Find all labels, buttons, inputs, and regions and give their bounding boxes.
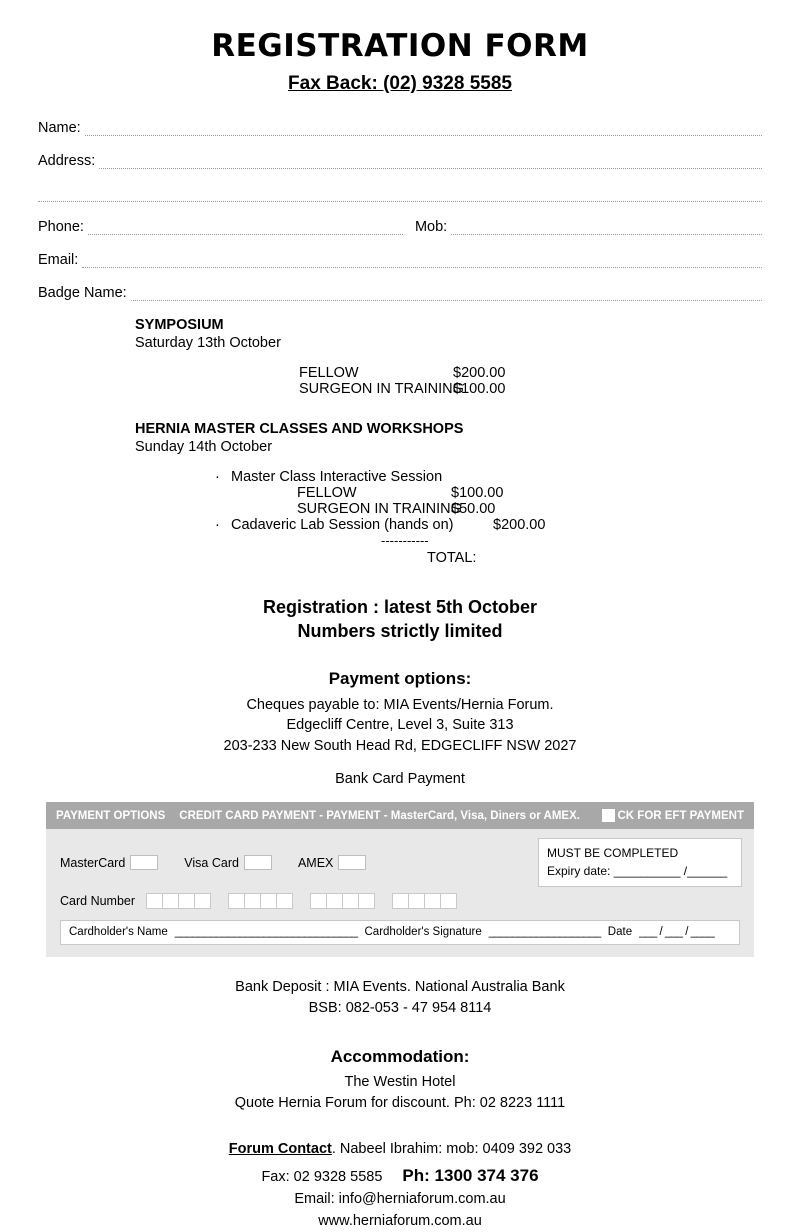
cardholder-row <box>60 920 740 945</box>
bullet-dot-icon: · <box>215 469 220 485</box>
checkbox-icon[interactable] <box>244 855 272 870</box>
card-number-group-3[interactable] <box>310 893 374 909</box>
credit-card-payment-tag: CREDIT CARD PAYMENT - PAYMENT - MasterCard, Visa, Diners or AMEX. <box>179 809 580 822</box>
field-row-name <box>38 117 762 136</box>
card-digit-cell[interactable] <box>408 893 425 909</box>
field-row-address-2 <box>38 183 762 202</box>
card-number-row <box>46 887 754 909</box>
payment-options-tag: PAYMENT OPTIONS <box>56 809 166 822</box>
bank-card-payment-label: Bank Card Payment <box>335 771 465 788</box>
forum-contact-label: Forum Contact <box>228 1141 332 1158</box>
masterclass-price-table <box>297 485 800 517</box>
card-digit-cell[interactable] <box>178 893 195 909</box>
forum-contact-line <box>0 1139 800 1161</box>
bullet-item-cadaveric-lab <box>215 517 800 533</box>
expiry-date-label: Expiry date: __________ /______ <box>547 864 728 879</box>
fax-phone-line <box>0 1163 800 1189</box>
phone-number: Ph: 1300 374 376 <box>402 1166 539 1186</box>
price-row <box>299 365 800 381</box>
card-type-amex[interactable] <box>298 855 366 870</box>
card-digit-cell[interactable] <box>310 893 327 909</box>
card-digit-cell[interactable] <box>244 893 261 909</box>
name-label: Name: <box>38 120 81 136</box>
checkbox-icon[interactable] <box>338 855 366 870</box>
price-value: $50.00 <box>451 501 496 517</box>
card-digit-cell[interactable] <box>194 893 211 909</box>
hotel-name: The Westin Hotel <box>344 1074 456 1091</box>
address-input-line2[interactable] <box>38 188 762 202</box>
bank-deposit-section <box>0 977 800 1019</box>
badge-name-label: Badge Name: <box>38 285 127 301</box>
forum-contact-details: . Nabeel Ibrahim: mob: 0409 392 033 <box>331 1141 572 1158</box>
registration-form-page <box>0 28 800 1229</box>
card-digit-cell[interactable] <box>440 893 457 909</box>
bank-deposit-line-2: BSB: 082-053 - 47 954 8114 <box>308 1000 492 1017</box>
card-digit-cell[interactable] <box>326 893 343 909</box>
card-number-group-1[interactable] <box>146 893 210 909</box>
card-number-label: Card Number <box>60 894 136 909</box>
card-digit-cell[interactable] <box>358 893 375 909</box>
registration-limit: Numbers strictly limited <box>297 620 503 641</box>
fax-number: Fax: 02 9328 5585 <box>261 1169 383 1186</box>
eft-payment-checkbox-group[interactable] <box>602 809 744 822</box>
fax-back-heading: Fax Back: (02) 9328 5585 <box>288 73 512 94</box>
email-input[interactable] <box>82 254 762 268</box>
page-title: REGISTRATION FORM <box>211 28 589 64</box>
bullet-item-master-class <box>215 469 800 485</box>
card-type-mastercard[interactable] <box>60 855 158 870</box>
price-row <box>299 381 800 397</box>
payment-options-heading: Payment options: <box>328 668 472 688</box>
price-value: $100.00 <box>453 381 506 397</box>
cardholder-name-label: Cardholder's Name <box>69 926 168 939</box>
cardholder-signature-input[interactable]: ___________________ <box>488 926 601 939</box>
expiry-date-box[interactable] <box>538 838 742 887</box>
cardholder-name-input[interactable]: _______________________________ <box>174 926 358 939</box>
field-row-phone <box>38 216 762 235</box>
price-row <box>297 501 800 517</box>
price-label: FELLOW <box>297 485 357 501</box>
name-input[interactable] <box>85 122 762 136</box>
price-label: FELLOW <box>299 365 359 381</box>
price-value: $200.00 <box>493 517 546 533</box>
masterclass-heading: HERNIA MASTER CLASSES AND WORKSHOPS <box>135 421 464 437</box>
card-number-group-2[interactable] <box>228 893 292 909</box>
price-row <box>297 485 800 501</box>
price-value: $100.00 <box>451 485 504 501</box>
accommodation-details <box>0 1072 800 1114</box>
checkbox-icon[interactable] <box>130 855 158 870</box>
masterclass-bullets <box>215 469 800 533</box>
registration-deadline: Registration : latest 5th October <box>262 597 538 617</box>
total-divider: ----------- <box>381 533 429 548</box>
credit-card-panel <box>46 802 754 957</box>
bullet-label: Cadaveric Lab Session (hands on) <box>231 517 454 533</box>
date-label: Date <box>607 926 633 939</box>
address-line-1: Edgecliff Centre, Level 3, Suite 313 <box>286 717 514 734</box>
card-digit-cell[interactable] <box>342 893 359 909</box>
field-row-address <box>38 150 762 169</box>
card-type-label: MasterCard <box>60 855 126 870</box>
bullet-label: Master Class Interactive Session <box>231 469 443 485</box>
field-row-email <box>38 249 762 268</box>
card-digit-cell[interactable] <box>146 893 163 909</box>
accommodation-heading: Accommodation: <box>330 1047 470 1067</box>
email-label: Email: <box>38 252 79 268</box>
badge-name-input[interactable] <box>131 287 762 301</box>
card-digit-cell[interactable] <box>424 893 441 909</box>
payment-options-details <box>0 695 800 757</box>
card-digit-cell[interactable] <box>276 893 293 909</box>
card-number-group-4[interactable] <box>392 893 456 909</box>
address-input-line1[interactable] <box>99 155 762 169</box>
phone-label: Phone: <box>38 219 84 235</box>
hotel-discount-line: Quote Hernia Forum for discount. Ph: 02 8223 1111 <box>234 1095 566 1112</box>
mob-input[interactable] <box>451 221 762 235</box>
credit-card-panel-header <box>46 802 754 829</box>
address-line-2: 203-233 New South Head Rd, EDGECLIFF NSW 2027 <box>223 737 577 754</box>
card-digit-cell[interactable] <box>228 893 245 909</box>
registration-notice <box>0 596 800 644</box>
card-digit-cell[interactable] <box>392 893 409 909</box>
date-input[interactable]: ___ / ___ / ____ <box>639 926 715 939</box>
card-digit-cell[interactable] <box>260 893 277 909</box>
cardholder-signature-label: Cardholder's Signature <box>364 926 482 939</box>
masterclass-date: Sunday 14th October <box>135 439 273 455</box>
symposium-date: Saturday 13th October <box>135 335 281 351</box>
card-type-row <box>46 829 754 887</box>
symposium-heading: SYMPOSIUM <box>135 317 224 333</box>
contact-fields <box>38 117 762 301</box>
cheques-payable-line: Cheques payable to: MIA Events/Hernia Forum. <box>246 696 554 713</box>
phone-input[interactable] <box>88 221 403 235</box>
card-digit-cell[interactable] <box>162 893 179 909</box>
price-label: SURGEON IN TRAINING <box>297 501 462 517</box>
field-row-badge-name <box>38 282 762 301</box>
price-value: $200.00 <box>453 365 506 381</box>
website-line[interactable]: www.herniaforum.com.au <box>318 1212 482 1229</box>
card-type-label: AMEX <box>297 855 334 870</box>
email-line: Email: info@herniaforum.com.au <box>294 1190 506 1207</box>
symposium-price-table <box>299 365 800 397</box>
price-label: SURGEON IN TRAINING <box>299 381 464 397</box>
forum-contact-section <box>0 1139 800 1232</box>
card-type-visa[interactable] <box>184 855 272 870</box>
total-label: TOTAL: <box>427 550 477 566</box>
program-section <box>135 317 800 566</box>
checkbox-icon[interactable] <box>602 809 615 822</box>
eft-payment-label: CK FOR EFT PAYMENT <box>617 809 744 822</box>
address-label: Address: <box>38 153 96 169</box>
bullet-dot-icon: · <box>215 517 220 533</box>
card-type-label: Visa Card <box>184 855 239 870</box>
must-be-completed-label: MUST BE COMPLETED <box>547 846 679 861</box>
bank-deposit-line-1: Bank Deposit : MIA Events. National Australia Bank <box>235 979 565 996</box>
mob-label: Mob: <box>414 219 448 235</box>
